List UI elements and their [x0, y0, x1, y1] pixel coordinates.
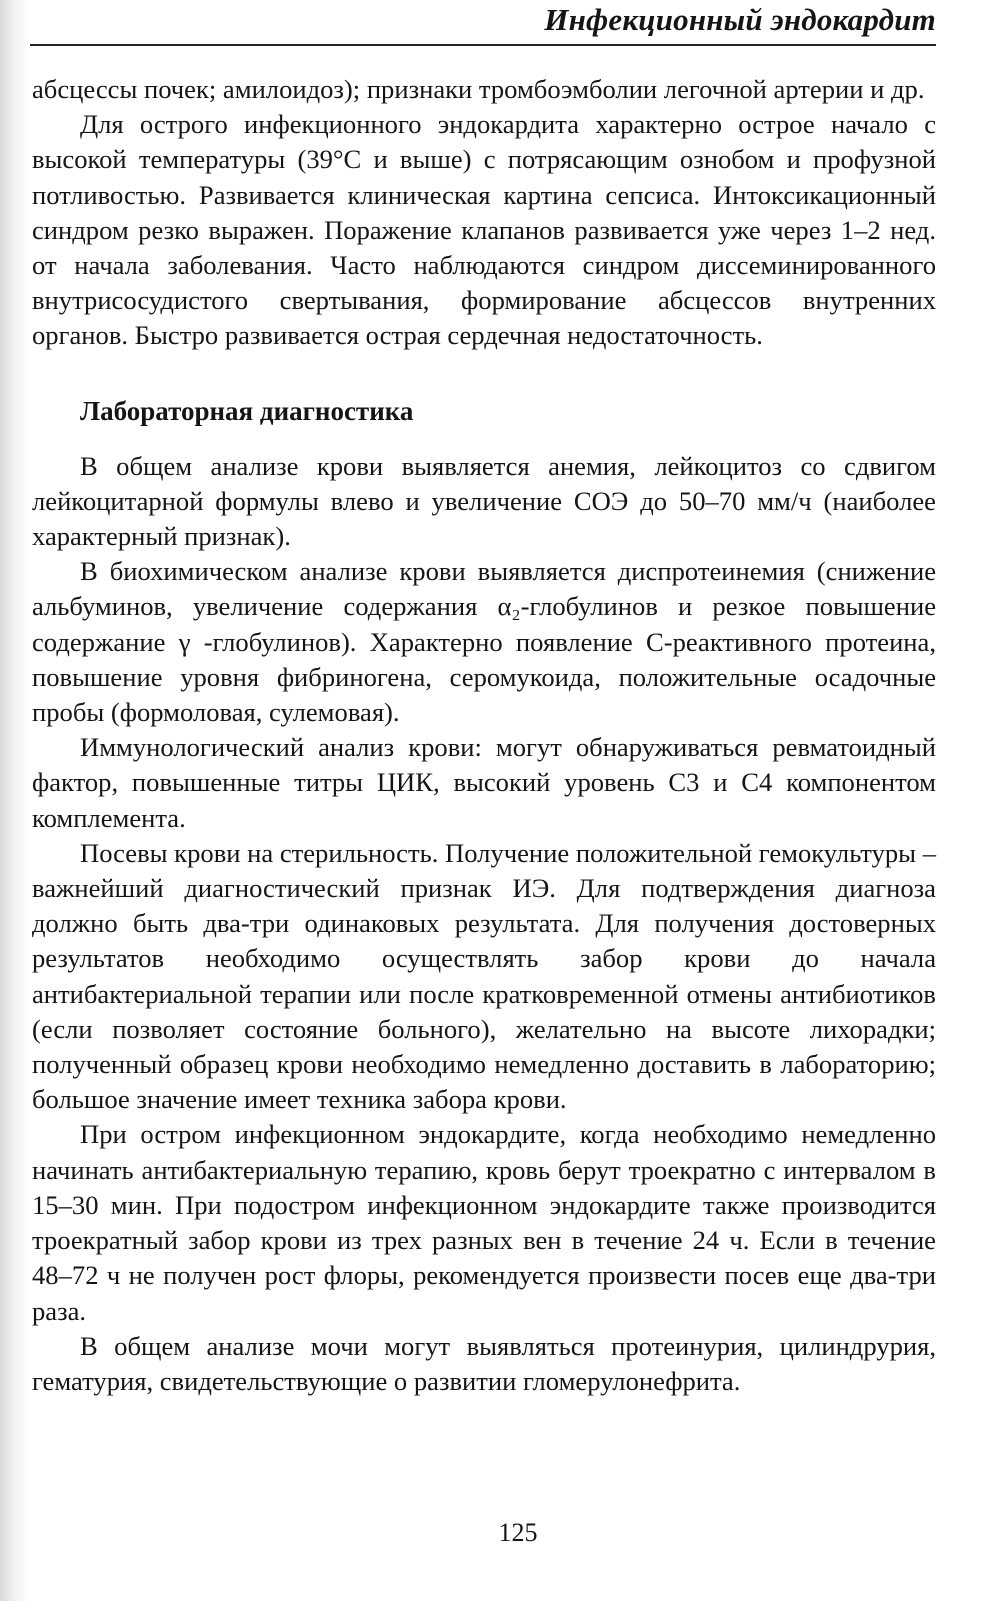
paragraph-blood-cultures: Посевы крови на стерильность. Получение положительной гемокультуры – важнейший диагностический признак ИЭ. Для подтверждения диагноза должно быть два-три одинаковых результата. Для получения достоверных результатов необходимо осуществлять забор крови до начала антибактериальной терапии или после кратковременной отмены антибиотиков (если позволяет состояние больного), желательно на высоте лихорадки; полученный образец крови необходимо немедленно доставить в лабораторию; большое значение имеет техника забора крови.: [32, 837, 936, 1115]
paragraph-immunology: Иммунологический анализ крови: могут обнаруживаться ревматоидный фактор, повышенные титры ЦИК, высокий уровень С3 и С4 компонентом комплемента.: [32, 732, 936, 833]
body-text: [32, 72, 936, 1399]
paragraph-acute-onset: Для острого инфекционного эндокардита характерно острое начало с высокой температуры (39°С и выше) с потрясающим ознобом и профузной потливостью. Развивается клиническая картина сепсиса. Интоксикационный синдром резко выражен. Поражение клапанов развивается уже через 1–2 нед. от начала заболевания. Часто наблюдаются синдром диссеминированного внутрисосудистого свертывания, формирование абсцессов внутренних органов. Быстро развивается острая сердечная недостаточность.: [32, 109, 936, 351]
paragraph-urinalysis: В общем анализе мочи могут выявляться протеинурия, цилиндрурия, гематурия, свидетельствующие о развитии гломерулонефрита.: [32, 1330, 936, 1396]
paragraph-biochemistry: В биохимическом анализе крови выявляется диспротеинемия (снижение альбуминов, увеличение содержания α₂-глобулинов и резкое повышение содержание γ -глобулинов). Характерно появление С-реактивного протеина, повышение уровня фибриногена, серомукоида, положительные осадочные пробы (формоловая, сулемовая).: [32, 556, 936, 728]
page-number: 125: [498, 1518, 538, 1547]
paragraph-continuation: абсцессы почек; амилоидоз); признаки тромбоэмболии легочной артерии и др.: [32, 74, 925, 104]
paragraph-blood-count: В общем анализе крови выявляется анемия, лейкоцитоз со сдвигом лейкоцитарной формулы влево и увеличение СОЭ до 50–70 мм/ч (наиболее характерный признак).: [32, 450, 936, 552]
paragraph-culture-timing: При остром инфекционном эндокардите, когда необходимо немедленно начинать антибактериальную терапию, кровь берут троекратно с интервалом в 15–30 мин. При подостром инфекционном эндокардите также производится троекратный забор крови из трех разных вен в течение 24 ч. Если в течение 48–72 ч не получен рост флоры, рекомендуется произвести посев еще два-три раза.: [32, 1119, 936, 1326]
section-heading: Лабораторная диагностика: [80, 395, 414, 426]
header-rule: [30, 44, 936, 46]
running-head: Инфекционный эндокардит: [544, 2, 936, 37]
